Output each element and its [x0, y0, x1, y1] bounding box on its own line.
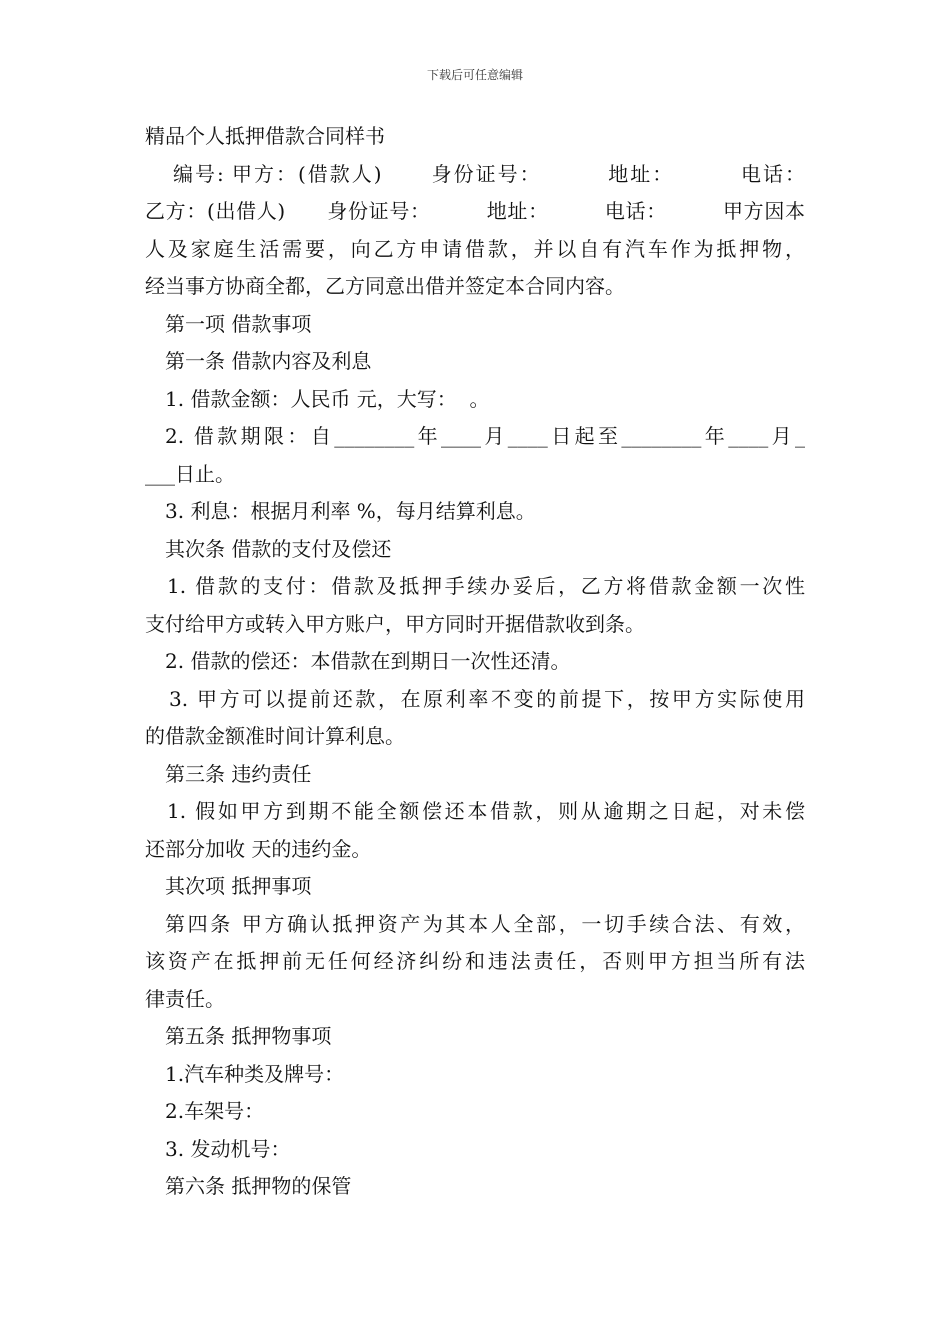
article-6-title: 第六条 抵押物的保管: [165, 1174, 352, 1198]
section-heading-item-1: 第一项 借款事项: [165, 311, 312, 336]
article-2-clause-1-line-1: 1. 借款的支付：借款及抵押手续办妥后，乙方将借款金额一次性: [167, 574, 805, 598]
parties-line-2: 乙方：(出借人) 身份证号： 地址： 电话： 甲方因本: [145, 199, 805, 223]
article-4-line-2: 该资产在抵押前无任何经济纠纷和违法责任，否则甲方担当所有法: [145, 949, 805, 973]
article-5-clause-1: 1.汽车种类及牌号：: [165, 1061, 345, 1086]
article-2-clause-1-line-2: 支付给甲方或转入甲方账户，甲方同时开据借款收到条。: [145, 611, 645, 636]
section-heading-item-2: 其次项 抵押事项: [165, 874, 312, 898]
parties-line-1: 编号: 甲方：(借款人) 身份证号： 地址： 电话：: [173, 161, 805, 186]
article-5-title: 第五条 抵押物事项: [165, 1024, 332, 1048]
article-1-clause-3: 3. 利息：根据月利率 %，每月结算利息。: [165, 499, 536, 523]
article-5-clause-2: 2.车架号：: [165, 1099, 265, 1123]
article-3-title: 第三条 违约责任: [165, 761, 312, 786]
intro-line-2: 经当事方协商全都，乙方同意出借并签定本合同内容。: [145, 274, 625, 298]
article-2-clause-3-line-2: 的借款金额准时间计算利息。: [145, 724, 405, 748]
document-body: [145, 118, 805, 1206]
article-1-clause-2-line-2: ___日止。: [145, 461, 235, 486]
article-1-clause-2-line-1: 2. 借款期限：自________年____月____日起至________年____月_: [165, 424, 805, 448]
document-title: 精品个人抵押借款合同样书: [145, 124, 385, 148]
article-2-title: 其次条 借款的支付及偿还: [165, 536, 392, 561]
article-5-clause-3: 3. 发动机号：: [165, 1136, 291, 1161]
article-3-clause-1-line-1: 1. 假如甲方到期不能全额偿还本借款，则从逾期之日起，对未偿: [167, 799, 805, 823]
article-1-title: 第一条 借款内容及利息: [165, 349, 372, 373]
article-4-line-1: 第四条 甲方确认抵押资产为其本人全部，一切手续合法、有效，: [165, 911, 805, 936]
article-3-clause-1-line-2: 还部分加收 天的违约金。: [145, 836, 372, 861]
intro-line-1: 人及家庭生活需要，向乙方申请借款，并以自有汽车作为抵押物，: [145, 236, 805, 261]
header-note: 下载后可任意编辑: [426, 68, 523, 82]
article-2-clause-2: 2. 借款的偿还：本借款在到期日一次性还清。: [165, 649, 571, 673]
article-4-line-3: 律责任。: [145, 986, 225, 1011]
article-1-clause-1: 1. 借款金额：人民币 元，大写： 。: [165, 386, 490, 411]
article-2-clause-3-line-1: 3. 甲方可以提前还款，在原利率不变的前提下，按甲方实际使用: [169, 686, 805, 711]
